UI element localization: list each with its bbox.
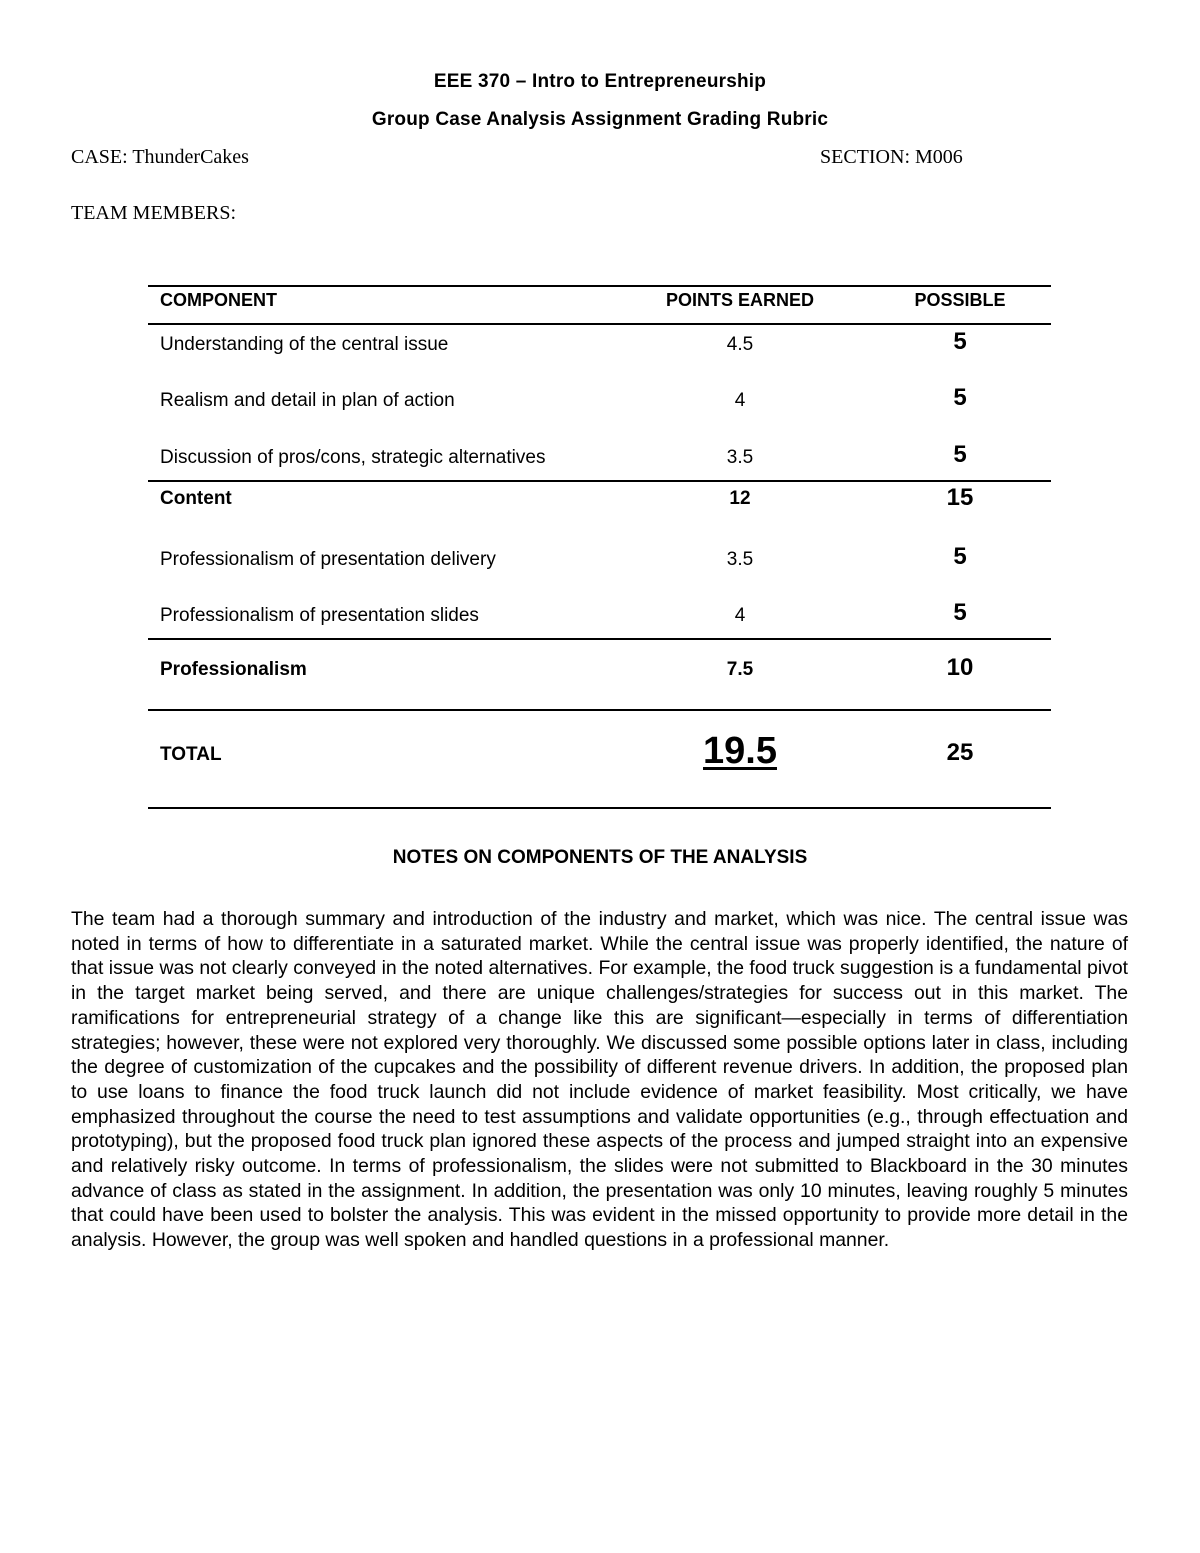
- header-possible: POSSIBLE: [914, 290, 1006, 310]
- case-value: ThunderCakes: [132, 146, 249, 168]
- table-bottom-rule: [148, 807, 1051, 809]
- subtotal-professionalism-possible: 10: [946, 654, 974, 681]
- table-top-rule: [148, 285, 1051, 287]
- total-earned: 19.5: [703, 730, 777, 772]
- row-central-issue-earned: 4.5: [726, 334, 754, 355]
- subtotal-professionalism-label: Professionalism: [160, 659, 307, 680]
- row-delivery-possible: 5: [953, 543, 967, 570]
- subtotal-content-possible: 15: [946, 484, 974, 511]
- section-value: M006: [915, 146, 963, 168]
- rubric-title: Group Case Analysis Assignment Grading Rubric: [371, 109, 829, 130]
- team-members-label: TEAM MEMBERS:: [71, 202, 237, 224]
- row-delivery-earned: 3.5: [726, 549, 754, 570]
- course-title: EEE 370 – Intro to Entrepreneurship: [433, 71, 767, 92]
- section-line: [820, 146, 963, 169]
- row-plan-of-action-earned: 4: [734, 390, 746, 411]
- total-label: TOTAL: [160, 744, 222, 765]
- row-slides-label: Professionalism of presentation slides: [160, 605, 479, 626]
- total-top-rule: [148, 709, 1051, 711]
- subtotal-content-label: Content: [160, 488, 232, 509]
- header-points-earned: POINTS EARNED: [665, 290, 815, 310]
- professionalism-rule: [148, 638, 1051, 640]
- row-central-issue-label: Understanding of the central issue: [160, 334, 449, 355]
- subtotal-content-earned: 12: [729, 488, 751, 509]
- row-alternatives-earned: 3.5: [726, 447, 754, 468]
- notes-heading: NOTES ON COMPONENTS OF THE ANALYSIS: [392, 847, 808, 868]
- row-plan-of-action-possible: 5: [953, 384, 967, 411]
- row-alternatives-label: Discussion of pros/cons, strategic alternatives: [160, 447, 546, 468]
- row-alternatives-possible: 5: [953, 441, 967, 468]
- content-rule: [148, 480, 1051, 482]
- row-delivery-label: Professionalism of presentation delivery: [160, 549, 496, 570]
- row-plan-of-action-label: Realism and detail in plan of action: [160, 390, 455, 411]
- row-slides-earned: 4: [734, 605, 746, 626]
- header-rule: [148, 323, 1051, 325]
- section-label: SECTION:: [820, 146, 910, 168]
- total-possible: 25: [946, 739, 974, 766]
- row-central-issue-possible: 5: [953, 328, 967, 355]
- notes-body: The team had a thorough summary and introduction of the industry and market, which was nice. The central issue was noted in terms of how to differentiate in a saturated market. While the central issue was properly identified, the nature of that issue was not clearly conveyed in the noted alternatives. For example, the food truck suggestion is a fundamental pivot in the target market being served, and there are unique challenges/strategies for success out in this market. The ramifications for entrepreneurial strategy of a change like this are significant—especially in terms of differentiation strategies; however, these were not explored very thoroughly. We discussed some possible options later in class, including the degree of customization of the cupcakes and the possibility of different revenue drivers. In addition, the proposed plan to use loans to finance the food truck launch did not include evidence of market feasibility. Most critically, we have emphasized throughout the course the need to test assumptions and validate opportunities (e.g., through effectuation and prototyping), but the proposed food truck plan ignored these aspects of the process and jumped straight into an expensive and relatively risky outcome. In terms of professionalism, the slides were not submitted to Blackboard in the 30 minutes advance of class as stated in the assignment. In addition, the presentation was only 10 minutes, leaving roughly 5 minutes that could have been used to bolster the analysis. This was evident in the missed opportunity to provide more detail in the analysis. However, the group was well spoken and handled questions in a professional manner.: [71, 908, 1128, 1252]
- header-component: COMPONENT: [160, 290, 277, 310]
- case-line: [71, 146, 249, 169]
- subtotal-professionalism-earned: 7.5: [726, 659, 754, 680]
- row-slides-possible: 5: [953, 599, 967, 626]
- case-label: CASE:: [71, 146, 128, 168]
